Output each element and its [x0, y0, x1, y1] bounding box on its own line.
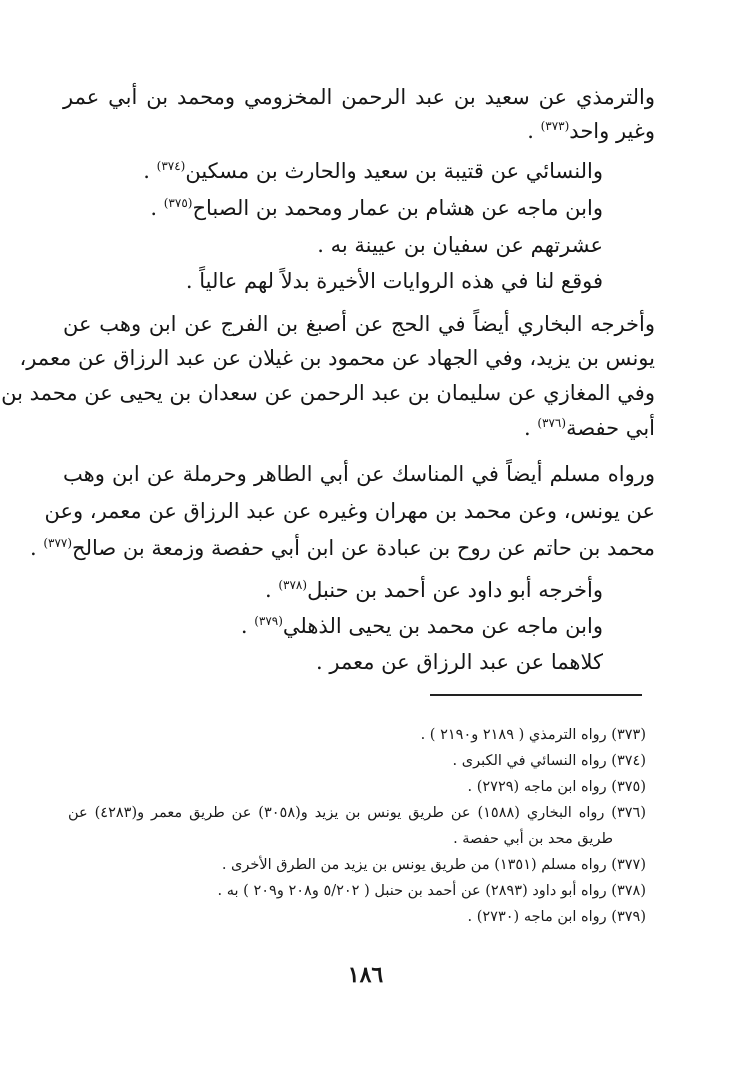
body-text: محمد بن حاتم عن روح بن عبادة عن ابن أبي حفصة وزمعة بن صالح — [72, 536, 655, 560]
body-line: والترمذي عن سعيد بن عبد الرحمن المخزومي ومحمد بن أبي عمر — [63, 85, 655, 109]
body-line: يونس بن يزيد، وفي الجهاد عن محمود بن غيلان عن عبد الرزاق عن معمر، — [19, 346, 655, 370]
body-text: وأخرجه أبو داود عن أحمد بن حنبل — [307, 578, 603, 602]
footnote-374: (٣٧٤) رواه النسائي في الكبرى . — [452, 753, 646, 769]
body-text: . — [143, 159, 157, 183]
body-line — [143, 157, 603, 185]
footnote-ref[interactable]: (٣٧٤) — [156, 159, 186, 173]
body-text: وغير واحد — [569, 119, 655, 143]
body-text: وابن ماجه عن هشام بن عمار ومحمد بن الصباح — [192, 196, 603, 220]
body-line: وأخرجه البخاري أيضاً في الحج عن أصبغ بن الفرج عن ابن وهب عن — [63, 312, 655, 336]
body-line: عشرتهم عن سفيان بن عيينة به . — [317, 233, 603, 257]
body-text: . — [527, 119, 541, 143]
footnote-ref[interactable]: (٣٧٨) — [278, 578, 308, 592]
footnote-376: (٣٧٦) رواه البخاري (١٥٨٨) عن طريق يونس بن يزيد و(٣٠٥٨) عن طريق معمر و(٤٢٨٣) عن — [68, 805, 646, 821]
body-line — [527, 117, 655, 145]
body-text: . — [150, 196, 164, 220]
body-line: فوقع لنا في هذه الروايات الأخيرة بدلاً لهم عالياً . — [185, 269, 603, 293]
body-text: . — [240, 614, 255, 638]
footnote-ref[interactable]: (٣٧٥) — [163, 196, 193, 210]
body-line — [241, 612, 603, 640]
body-line: ورواه مسلم أيضاً في المناسك عن أبي الطاهر وحرملة عن ابن وهب — [63, 462, 655, 486]
page-number: ١٨٦ — [347, 962, 384, 988]
footnote-ref[interactable]: (٣٧٣) — [540, 119, 570, 133]
body-text: أبي حفصة — [566, 416, 655, 440]
footnote-379: (٣٧٩) رواه ابن ماجه (٢٧٣٠) . — [467, 909, 646, 925]
body-line — [265, 576, 603, 604]
footnote-373: (٣٧٣) رواه الترمذي ( ٢١٨٩ و٢١٩٠ ) . — [420, 727, 646, 743]
footnote-375: (٣٧٥) رواه ابن ماجه (٢٧٢٩) . — [467, 779, 646, 795]
body-text: والنسائي عن قتيبة بن سعيد والحارث بن مسكين — [185, 159, 603, 183]
body-line — [30, 534, 655, 562]
footnote-ref[interactable]: (٣٧٦) — [537, 416, 567, 430]
footnote-376-continuation: طريق محد بن أبي حفصة . — [453, 831, 613, 847]
footnote-ref[interactable]: (٣٧٧) — [43, 536, 73, 550]
body-line — [524, 414, 655, 442]
body-line: وفي المغازي عن سليمان بن عبد الرحمن عن سعدان بن يحيى عن محمد بن — [1, 381, 655, 405]
body-text: . — [29, 536, 44, 560]
footnote-378: (٣٧٨) رواه أبو داود (٢٨٩٣) عن أحمد بن حنبل ( ٥/٢٠٢ و٢٠٨ و٢٠٩ ) به . — [217, 883, 646, 899]
body-text: وابن ماجه عن محمد بن يحيى الذهلي — [282, 614, 603, 638]
footnote-separator — [430, 694, 642, 696]
body-line: عن يونس، وعن محمد بن مهران وغيره عن عبد الرزاق عن معمر، وعن — [44, 499, 655, 523]
footnote-ref[interactable]: (٣٧٩) — [254, 614, 283, 628]
body-line — [150, 194, 603, 222]
body-text: . — [264, 578, 279, 602]
body-text: . — [523, 416, 538, 440]
body-line: كلاهما عن عبد الرزاق عن معمر . — [316, 650, 603, 674]
footnote-377: (٣٧٧) رواه مسلم (١٣٥١) من طريق يونس بن يزيد من الطرق الأخرى . — [221, 857, 646, 873]
